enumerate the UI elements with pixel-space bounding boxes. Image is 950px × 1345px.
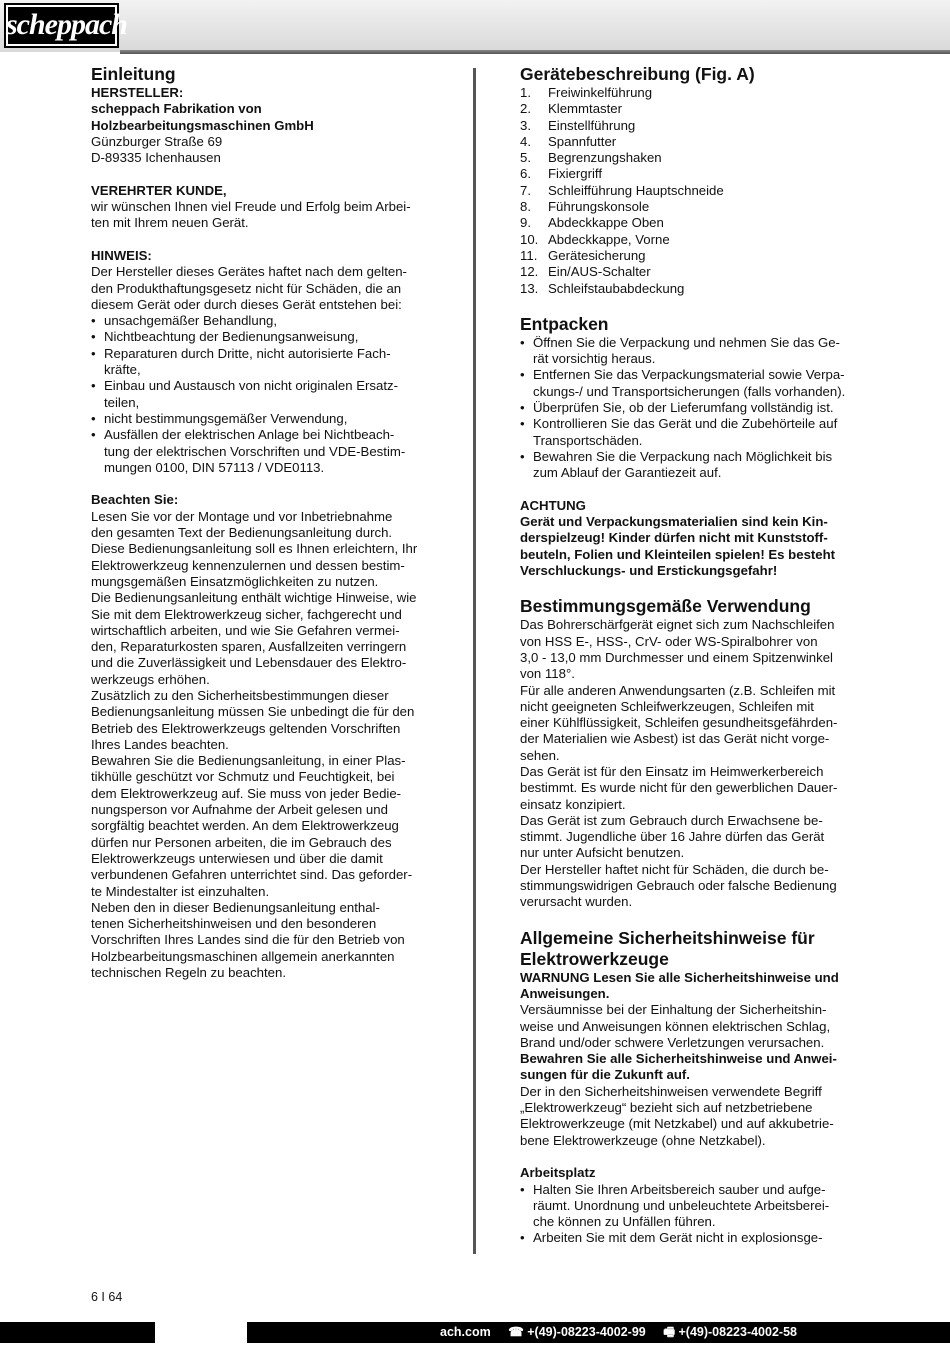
text-line: stimmt. Jugendliche über 16 Jahre dürfen das Gerät — [520, 829, 825, 845]
list-item: • Halten Sie Ihren Arbeitsbereich sauber und aufge- räumt. Unordnung und unbeleuchtete Arbeitsberei- che können zu Unfällen führen. — [520, 1182, 860, 1231]
text-line: WARNUNG Lesen Sie alle Sicherheitshinweise und — [520, 969, 839, 985]
text-line: verbundenen Gefahren unterrichtet sind. Das geforder- — [91, 867, 413, 883]
list-item: • Arbeiten Sie mit dem Gerät nicht in explosionsge- — [520, 1230, 860, 1246]
text-line: Das Gerät ist für den Einsatz im Heimwerkerbereich — [520, 763, 824, 779]
text-line: von 118°. — [520, 666, 575, 682]
text-line: Bewahren Sie alle Sicherheitshinweise und Anwei- — [520, 1051, 837, 1067]
list-item: • Kontrollieren Sie das Gerät und die Zubehörteile auf Transportschäden. — [520, 416, 860, 449]
text-line: ten mit Ihrem neuen Gerät. — [91, 215, 249, 231]
text-line: Sie mit dem Elektrowerkzeug sicher, fachgerecht und — [91, 606, 402, 622]
text-line: Anweisungen. — [520, 985, 610, 1001]
text-line: sorgfältig beachtet werden. An dem Elektrowerkzeug — [91, 818, 399, 834]
achtung-text — [520, 514, 860, 579]
text-line: den gesamten Text der Bedienungsanleitung durch. — [91, 525, 393, 541]
list-item: 8. Führungskonsole — [520, 199, 650, 215]
bewahren-text — [520, 1051, 860, 1084]
manufacturer-name-1: scheppach Fabrikation von — [91, 101, 262, 117]
list-item: • nicht bestimmungsgemäßer Verwendung, — [91, 411, 436, 427]
column-divider — [473, 68, 476, 1254]
beschreibung-heading: Gerätebeschreibung (Fig. A) — [520, 64, 755, 84]
list-item: • Reparaturen durch Dritte, nicht autorisierte Fach- kräfte, — [91, 346, 436, 379]
list-item: • Einbau und Austausch von nicht originalen Ersatz- teilen, — [91, 378, 436, 411]
text-line: dem Elektrowerkzeug auf. Sie muss von jeder Bedie- — [91, 785, 402, 801]
footer-bar — [0, 1322, 950, 1343]
hinweis-list — [91, 313, 436, 476]
address-line-1: Günzburger Straße 69 — [91, 133, 223, 149]
hinweis-label: HINWEIS: — [91, 247, 152, 263]
text-line: sehen. — [520, 747, 560, 763]
text-line: beuteln, Folien und Kleinteilen spielen! Es besteht — [520, 546, 836, 562]
text-line: Ihres Landes beachten. — [91, 736, 229, 752]
text-line: Elektrowerkzeug kennenzulernen und dessen bestim- — [91, 557, 405, 573]
list-item: • Nichtbeachtung der Bedienungsanweisung, — [91, 329, 436, 345]
text-line: „Elektrowerkzeug“ bezieht sich auf netzbetriebene — [520, 1100, 813, 1116]
text-line: wir wünschen Ihnen viel Freude und Erfolg beim Arbei- — [91, 199, 411, 215]
text-line: Versäumnisse bei der Einhaltung der Sicherheitshin- — [520, 1002, 827, 1018]
text-line: Das Bohrerschärfgerät eignet sich zum Nachschleifen — [520, 617, 835, 633]
text-line: Für alle anderen Anwendungsarten (z.B. Schleifen mit — [520, 682, 836, 698]
text-line: den, Reparaturkosten sparen, Ausfallzeiten verringern — [91, 639, 407, 655]
footer-web: ach.com — [440, 1325, 491, 1339]
text-line: bene Elektrowerkzeuge (ohne Netzkabel). — [520, 1132, 766, 1148]
list-item: 2. Klemmtaster — [520, 101, 623, 117]
entpacken-list — [520, 335, 860, 482]
text-line: nur unter Aufsicht benutzen. — [520, 845, 685, 861]
text-line: von HSS E-, HSS-, CrV- oder WS-Spiralbohrer von — [520, 633, 818, 649]
text-line: den Produkthaftungsgesetz nicht für Schäden, die an — [91, 280, 402, 296]
text-line: Verschluckungs- und Erstickungsgefahr! — [520, 563, 778, 579]
text-line: stimmungswidrigen Gebrauch oder falsche Bedienung — [520, 878, 837, 894]
versaeumnis-text — [520, 1002, 860, 1051]
text-line: nungsperson vor Aufnahme der Arbeit gelesen und — [91, 802, 388, 818]
text-line: dürfen nur Personen arbeiten, die im Gebrauch des — [91, 834, 392, 850]
list-item: • Überprüfen Sie, ob der Lieferumfang vollständig ist. — [520, 400, 860, 416]
scheppach-logo: scheppach — [4, 3, 119, 48]
list-item: 13. Schleifstaubabdeckung — [520, 280, 685, 296]
text-line: mungsgemäßen Einsatzmöglichkeiten zu nutzen. — [91, 573, 379, 589]
list-item: 11. Gerätesicherung — [520, 247, 646, 263]
text-line: tikhülle geschützt vor Schmutz und Feuchtigkeit, bei — [91, 769, 395, 785]
text-line: tenen Sicherheitshinweisen und den besonderen — [91, 916, 377, 932]
text-line: weise und Anweisungen können elektrischen Schlag, — [520, 1018, 831, 1034]
text-line: einsatz konzipiert. — [520, 796, 626, 812]
header-rule — [120, 50, 950, 54]
list-item: 1. Freiwinkelführung — [520, 85, 653, 100]
text-line: Das Gerät ist zum Gebrauch durch Erwachsene be- — [520, 812, 823, 828]
list-item: 12. Ein/AUS-Schalter — [520, 264, 651, 280]
list-item: 5. Begrenzungshaken — [520, 150, 662, 166]
manufacturer-label: HERSTELLER: — [91, 85, 184, 100]
text-line: 3,0 - 13,0 mm Durchmesser und einem Spitzenwinkel — [520, 649, 833, 665]
customer-text — [91, 199, 436, 232]
text-line: Vorschriften Ihres Landes sind die für den Betrieb von — [91, 932, 405, 948]
list-item: 7. Schleifführung Hauptschneide — [520, 182, 724, 198]
manufacturer-name-2: Holzbearbeitungsmaschinen GmbH — [91, 117, 314, 133]
achtung-label: ACHTUNG — [520, 497, 586, 513]
warnung-text — [520, 970, 860, 1003]
text-line: Bewahren Sie die Bedienungsanleitung, in einer Plas- — [91, 753, 406, 769]
footer-fax: 🖷 +(49)-08223-4002-58 — [663, 1325, 797, 1339]
text-line: te Mindestalter ist einzuhalten. — [91, 883, 270, 899]
footer-phone: ☎ +(49)-08223-4002-99 — [508, 1325, 646, 1339]
page-number: 6 I 64 — [91, 1290, 123, 1304]
text-line: Bedienungsanleitung müssen Sie unbedingt die für den — [91, 704, 415, 720]
list-item: 3. Einstellführung — [520, 117, 636, 133]
verwendung-heading: Bestimmungsgemäße Verwendung — [520, 596, 811, 617]
list-item: 9. Abdeckkappe Oben — [520, 215, 664, 231]
sicherheit-heading-2: Elektrowerkzeuge — [520, 948, 669, 969]
text-line: Elektrowerkzeugs unterwiesen und über die damit — [91, 850, 383, 866]
text-line: bestimmt. Es wurde nicht für den gewerblichen Dauer- — [520, 780, 838, 796]
list-item: 6. Fixiergriff — [520, 166, 602, 182]
customer-label: VEREHRTER KUNDE, — [91, 182, 227, 198]
text-line: derspielzeug! Kinder dürfen nicht mit Kunststoff- — [520, 530, 828, 546]
list-item: • Bewahren Sie die Verpackung nach Möglichkeit bis zum Ablauf der Garantiezeit auf. — [520, 449, 860, 482]
text-line: einer Kühlflüssigkeit, Schleifen gesundheitsgefährden- — [520, 715, 838, 731]
address-line-2: D-89335 Ichenhausen — [91, 150, 221, 166]
right-column — [520, 64, 860, 1247]
einleitung-heading: Einleitung — [91, 64, 176, 84]
text-line: Gerät und Verpackungsmaterialien sind kein Kin- — [520, 514, 828, 530]
text-line: sungen für die Zukunft auf. — [520, 1067, 690, 1083]
list-item: 10. Abdeckkappe, Vorne — [520, 231, 670, 247]
list-item: • Entfernen Sie das Verpackungsmaterial sowie Verpa- ckungs-/ und Transportsicherungen (falls vorhanden). — [520, 367, 860, 400]
text-line: Brand und/oder schwere Verletzungen verursachen. — [520, 1034, 825, 1050]
list-item: • Öffnen Sie die Verpackung und nehmen Sie das Ge- rät vorsichtig heraus. — [520, 335, 860, 368]
text-line: Der in den Sicherheitshinweisen verwendete Begriff — [520, 1083, 822, 1099]
text-line: Betrieb des Elektrowerkzeugs geltenden Vorschriften — [91, 720, 401, 736]
text-line: diesem Gerät oder durch dieses Gerät entstehen bei: — [91, 296, 402, 312]
list-item: • Ausfällen der elektrischen Anlage bei Nichtbeach- tung der elektrischen Vorschriften und VDE-Bestim- mungen 0100, DIN 57113 / VDE0113. — [91, 427, 436, 476]
arbeitsplatz-list — [520, 1182, 860, 1247]
parts-list — [520, 85, 860, 297]
text-line: Der Hersteller haftet nicht für Schäden, die durch be- — [520, 861, 829, 877]
text-line: Lesen Sie vor der Montage und vor Inbetriebnahme — [91, 508, 393, 524]
text-line: Diese Bedienungsanleitung soll es Ihnen erleichtern, Ihr — [91, 541, 418, 557]
header-band — [0, 0, 950, 52]
text-line: verursacht wurden. — [520, 894, 633, 910]
beachten-label: Beachten Sie: — [91, 492, 179, 508]
text-line: technischen Regeln zu beachten. — [91, 965, 287, 981]
text-line: Elektrowerkzeuge (mit Netzkabel) und auf akkubetrie- — [520, 1116, 834, 1132]
left-column — [91, 64, 436, 981]
verwendung-text — [520, 617, 860, 910]
text-line: Holzbearbeitungsmaschinen allgemein anerkannten — [91, 948, 395, 964]
text-line: Der Hersteller dieses Gerätes haftet nach dem gelten- — [91, 264, 407, 280]
text-line: Zusätzlich zu den Sicherheitsbestimmungen dieser — [91, 687, 389, 703]
arbeitsplatz-label: Arbeitsplatz — [520, 1165, 596, 1181]
sicherheit-heading-1: Allgemeine Sicherheitshinweise für — [520, 927, 815, 948]
text-line: werkzeugs erhöhen. — [91, 671, 210, 687]
text-line: Neben den in dieser Bedienungsanleitung enthal- — [91, 899, 380, 915]
beachten-text — [91, 509, 436, 982]
text-line: der Materialien wie Asbest) ist das Gerät nicht vorge- — [520, 731, 830, 747]
hinweis-text — [91, 264, 436, 313]
begriff-text — [520, 1084, 860, 1149]
text-line: und die Zuverlässigkeit und Lebensdauer des Elektro- — [91, 655, 407, 671]
text-line: nicht geeigneten Schleifwerkzeugen, Schleifen mit — [520, 698, 814, 714]
text-line: wirtschaftlich arbeiten, und wie Sie Gefahren vermei- — [91, 622, 400, 638]
list-item: • unsachgemäßer Behandlung, — [91, 313, 436, 329]
entpacken-heading: Entpacken — [520, 313, 609, 334]
text-line: Die Bedienungsanleitung enthält wichtige Hinweise, wie — [91, 590, 417, 606]
list-item: 4. Spannfutter — [520, 133, 617, 149]
